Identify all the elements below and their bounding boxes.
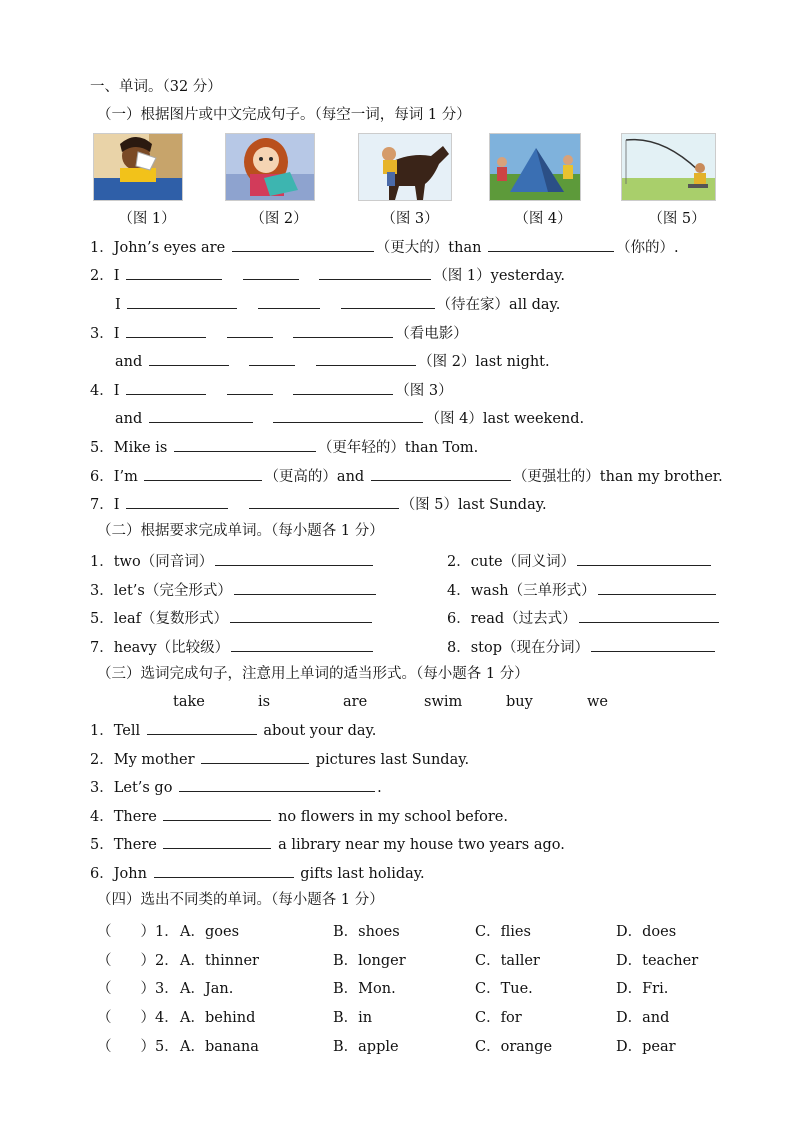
answer-blank[interactable]: [249, 351, 295, 366]
answer-blank[interactable]: [174, 437, 316, 452]
option-d: D．and: [616, 1010, 670, 1026]
answer-blank[interactable]: [232, 237, 374, 252]
answer-blank[interactable]: [273, 408, 423, 423]
option-b: B．Mon.: [333, 981, 396, 997]
part4-title: （四）选出不同类的单词。（每小题各 1 分）: [97, 892, 384, 908]
word-bank-item: buy: [506, 694, 533, 710]
word-bank-item: we: [587, 694, 608, 710]
option-b: B．apple: [333, 1039, 399, 1055]
part1-title: （一）根据图片或中文完成句子。（每空一词，每词 1 分）: [97, 107, 471, 123]
answer-blank[interactable]: [243, 265, 299, 280]
answer-blank[interactable]: [126, 323, 206, 338]
option-b: B．longer: [333, 953, 406, 969]
option-a: A．thinner: [180, 953, 259, 969]
list-item: 4．There no flowers in my school before.: [90, 806, 508, 826]
list-item: 1．two（同音词）: [90, 551, 375, 571]
boy-sneezing-image: [93, 133, 183, 201]
caption-4: （图 4）: [514, 211, 572, 227]
answer-blank[interactable]: [230, 608, 372, 623]
camping-tent-image: [489, 133, 581, 201]
answer-blank[interactable]: [488, 237, 614, 252]
answer-blank[interactable]: [249, 494, 399, 509]
boy-riding-horse-image: [358, 133, 452, 201]
option-a: A．banana: [180, 1039, 259, 1055]
answer-paren[interactable]: （ ）: [97, 1039, 155, 1055]
option-b: B．in: [333, 1010, 373, 1026]
list-item: 2．My mother pictures last Sunday.: [90, 749, 469, 769]
option-a: A．goes: [180, 924, 240, 940]
answer-blank[interactable]: [258, 294, 320, 309]
option-d: D．does: [616, 924, 677, 940]
list-item: 4．wash（三单形式）: [447, 580, 718, 600]
man-fishing-image: [621, 133, 716, 201]
answer-blank[interactable]: [231, 637, 373, 652]
answer-blank[interactable]: [147, 720, 257, 735]
list-item: 6．read（过去式）: [447, 608, 721, 628]
answer-paren[interactable]: （ ）: [97, 1010, 155, 1026]
option-c: C．taller: [475, 953, 540, 969]
word-bank-item: take: [173, 694, 205, 710]
option-b: B．shoes: [333, 924, 400, 940]
part3-title: （三）选词完成句子，注意用上单词的适当形式。（每小题各 1 分）: [97, 666, 529, 682]
answer-blank[interactable]: [201, 749, 309, 764]
word-bank-item: are: [343, 694, 368, 710]
answer-blank[interactable]: [598, 580, 716, 595]
question-2: 2．I （图 1）yesterday.: [90, 265, 565, 285]
caption-1: （图 1）: [118, 211, 176, 227]
list-item: 6．John gifts last holiday.: [90, 863, 425, 883]
answer-blank[interactable]: [316, 351, 416, 366]
question-3-line-2: and （图 2）last night.: [115, 351, 550, 371]
question-7: 7．I （图 5）last Sunday.: [90, 494, 547, 514]
answer-blank[interactable]: [234, 580, 376, 595]
question-1: 1．John’s eyes are （更大的）than （你的）.: [90, 237, 679, 257]
answer-blank[interactable]: [149, 408, 253, 423]
answer-blank[interactable]: [163, 806, 271, 821]
answer-blank[interactable]: [319, 265, 431, 280]
question-3: 3．I （看电影）: [90, 323, 468, 343]
word-bank-item: is: [258, 694, 271, 710]
answer-paren[interactable]: （ ）: [97, 953, 155, 969]
answer-blank[interactable]: [144, 466, 262, 481]
option-c: C．orange: [475, 1039, 553, 1055]
list-item: 3．Let’s go .: [90, 777, 382, 797]
answer-blank[interactable]: [371, 466, 511, 481]
option-d: D．teacher: [616, 953, 699, 969]
word-bank-item: swim: [424, 694, 463, 710]
answer-blank[interactable]: [341, 294, 435, 309]
list-item: 1．Tell about your day.: [90, 720, 376, 740]
answer-paren[interactable]: （ ）: [97, 924, 155, 940]
answer-blank[interactable]: [227, 323, 273, 338]
girl-reading-image: [225, 133, 315, 201]
question-4: 4．I （图 3）: [90, 380, 453, 400]
list-item: 5．leaf（复数形式）: [90, 608, 374, 628]
caption-5: （图 5）: [648, 211, 706, 227]
answer-blank[interactable]: [127, 294, 237, 309]
question-4-line-2: and （图 4）last weekend.: [115, 408, 584, 428]
option-a: A．behind: [180, 1010, 256, 1026]
list-item: 3．let’s（完全形式）: [90, 580, 378, 600]
answer-blank[interactable]: [126, 494, 228, 509]
list-item: 5．There a library near my house two years ago.: [90, 834, 565, 854]
answer-blank[interactable]: [163, 834, 271, 849]
answer-blank[interactable]: [591, 637, 715, 652]
question-6: 6．I’m （更高的）and （更强壮的）than my brother.: [90, 466, 723, 486]
list-item: 8．stop（现在分词）: [447, 637, 717, 657]
option-c: C．for: [475, 1010, 522, 1026]
answer-blank[interactable]: [227, 380, 273, 395]
question-5: 5．Mike is （更年轻的）than Tom.: [90, 437, 478, 457]
option-c: C．flies: [475, 924, 531, 940]
part2-title: （二）根据要求完成单词。（每小题各 1 分）: [97, 523, 384, 539]
option-c: C．Tue.: [475, 981, 533, 997]
answer-blank[interactable]: [126, 380, 206, 395]
answer-blank[interactable]: [293, 323, 393, 338]
option-d: D．Fri.: [616, 981, 669, 997]
answer-blank[interactable]: [179, 777, 375, 792]
answer-paren[interactable]: （ ）: [97, 981, 155, 997]
caption-2: （图 2）: [250, 211, 308, 227]
answer-blank[interactable]: [577, 551, 711, 566]
answer-blank[interactable]: [154, 863, 294, 878]
answer-blank[interactable]: [215, 551, 373, 566]
section-title: 一、单词。（32 分）: [90, 79, 222, 95]
option-d: D．pear: [616, 1039, 676, 1055]
answer-blank[interactable]: [579, 608, 719, 623]
answer-blank[interactable]: [293, 380, 393, 395]
answer-blank[interactable]: [149, 351, 229, 366]
option-a: A．Jan.: [180, 981, 234, 997]
answer-blank[interactable]: [126, 265, 222, 280]
question-2-line-2: I （待在家）all day.: [115, 294, 560, 314]
list-item: 2．cute（同义词）: [447, 551, 713, 571]
list-item: 7．heavy（比较级）: [90, 637, 375, 657]
caption-3: （图 3）: [381, 211, 439, 227]
